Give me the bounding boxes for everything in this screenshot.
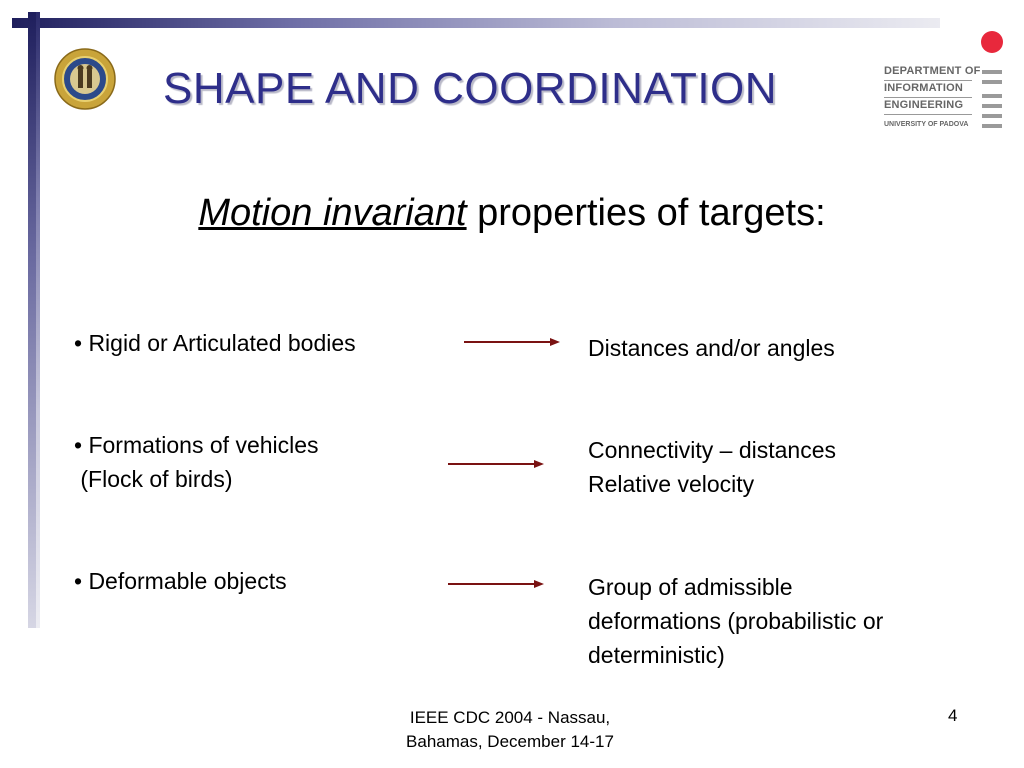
subtitle-emphasis: Motion invariant (198, 192, 467, 234)
logo-line-1: DEPARTMENT OF (884, 65, 981, 77)
arrow-icon (462, 334, 562, 350)
left-item-line: • Deformable objects (74, 568, 287, 594)
right-item-line: Relative velocity (588, 471, 755, 497)
right-item-1 (588, 331, 835, 365)
left-item-line: (Flock of birds) (74, 466, 233, 492)
slide-title: SHAPE AND COORDINATION (163, 64, 778, 113)
university-seal-icon (54, 48, 116, 110)
right-item-line: Connectivity – distances (588, 437, 837, 463)
left-item-2 (74, 428, 319, 496)
right-item-line: deformations (probabilistic or (588, 608, 884, 634)
left-item-3 (74, 564, 287, 598)
right-item-3 (588, 570, 883, 672)
slide-subtitle (0, 192, 1024, 235)
left-item-line: • Rigid or Articulated bodies (74, 330, 356, 356)
left-decor-bar-inner (28, 12, 36, 628)
left-item-1 (74, 326, 356, 360)
subtitle-text: properties of targets: (466, 192, 826, 234)
arrow-icon (446, 456, 546, 472)
page-number: 4 (948, 706, 958, 725)
top-decor-bar (12, 18, 940, 28)
right-item-line: Group of admissible (588, 574, 793, 600)
logo-line-2: INFORMATION (884, 82, 963, 94)
footer-line-2: Bahamas, December 14-17 (406, 732, 614, 751)
arrow-icon (446, 576, 546, 592)
footer-line-1: IEEE CDC 2004 - Nassau, (409, 708, 611, 727)
unipd-mark-icon (978, 28, 1006, 130)
right-item-2 (588, 433, 836, 501)
left-item-line: • Formations of vehicles (74, 432, 319, 458)
logo-line-3: ENGINEERING (884, 99, 964, 111)
right-item-line: deterministic) (588, 642, 725, 668)
right-item-line: Distances and/or angles (588, 335, 835, 361)
logo-university: UNIVERSITY OF PADOVA (884, 121, 969, 128)
slide-footer (360, 706, 660, 754)
department-logo (884, 66, 981, 128)
